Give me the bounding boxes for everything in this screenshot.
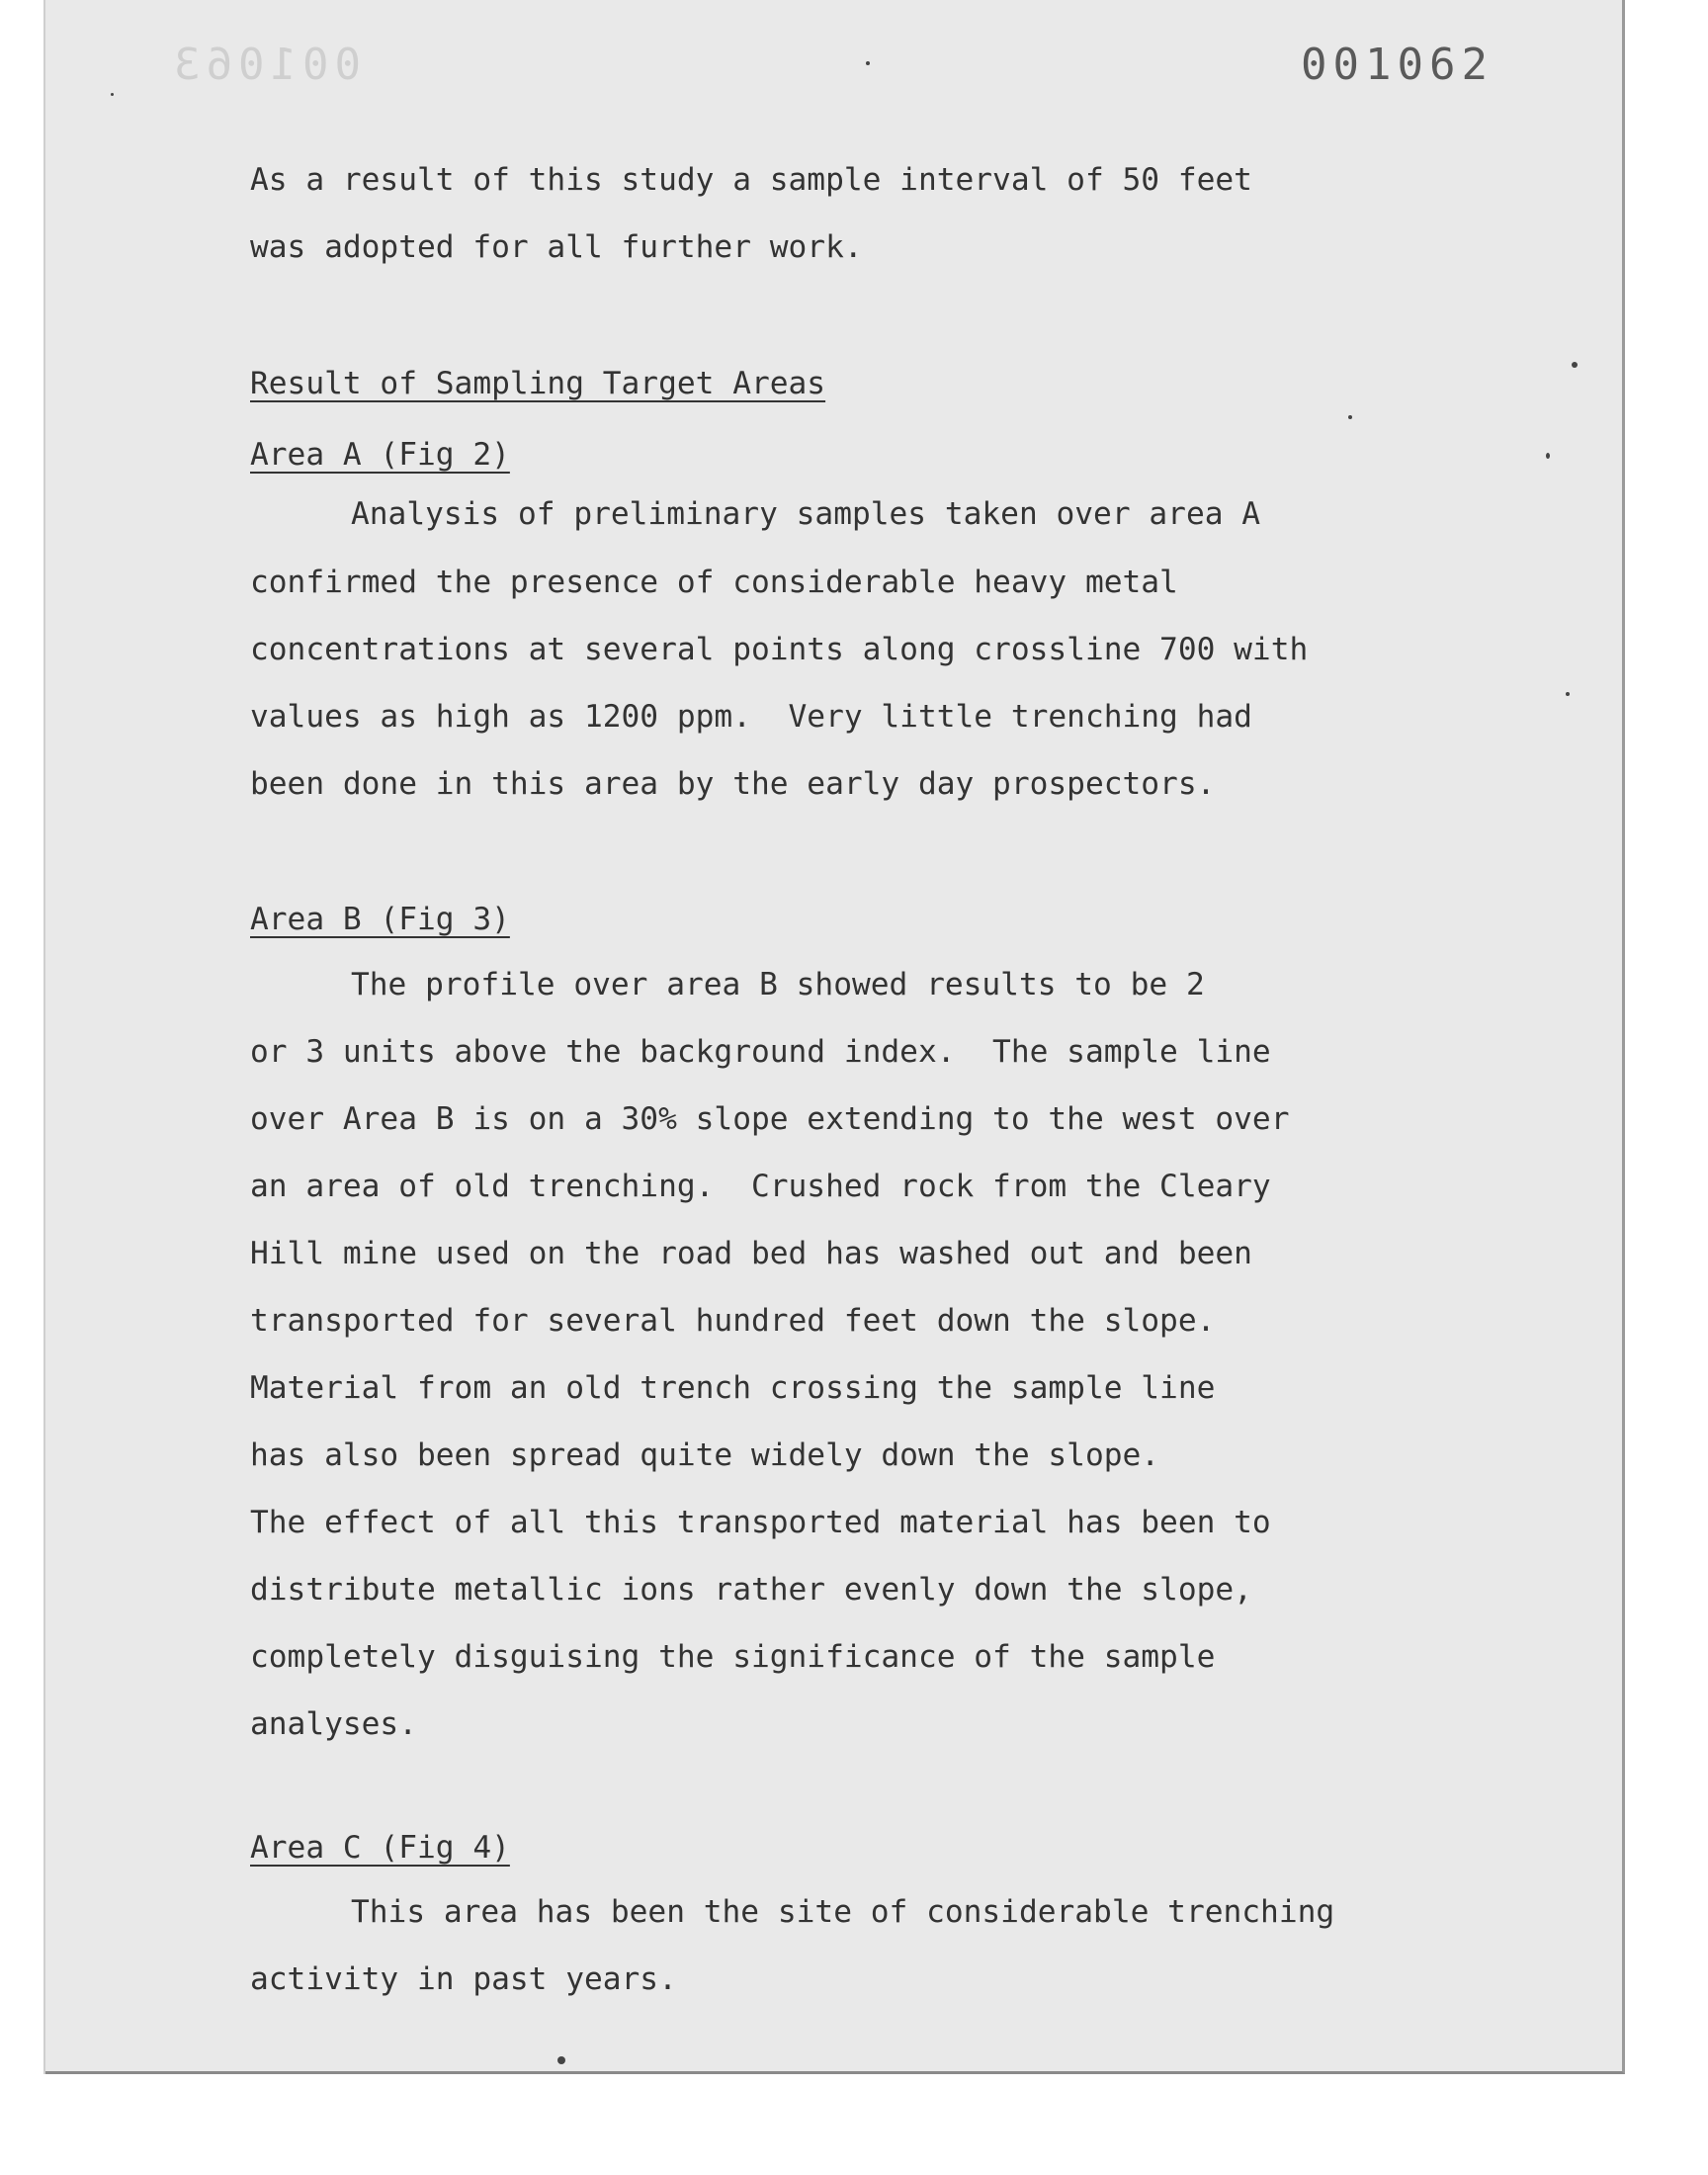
scan-speck [557, 2056, 565, 2064]
area-b-line: or 3 units above the background index. The sample line [250, 1034, 1271, 1070]
area-b-line: Material from an old trench crossing the sample line [250, 1370, 1216, 1406]
scan-speck [1572, 362, 1578, 368]
area-b-line: The profile over area B showed results to be 2 [351, 967, 1205, 1002]
scan-speck [111, 93, 114, 96]
area-b-line: over Area B is on a 30% slope extending to the west over [250, 1101, 1290, 1137]
page-edge [43, 0, 45, 2074]
area-a-line: concentrations at several points along crossline 700 with [250, 632, 1309, 667]
intro-line: As a result of this study a sample interval of 50 feet [250, 162, 1252, 198]
area-a-line: values as high as 1200 ppm. Very little trenching had [250, 699, 1252, 735]
area-a-line: been done in this area by the early day prospectors. [250, 766, 1216, 802]
area-a-heading: Area A (Fig 2) [250, 437, 510, 473]
scan-speck [1566, 692, 1570, 696]
area-a-line: confirmed the presence of considerable heavy metal [250, 565, 1178, 600]
area-a-line: Analysis of preliminary samples taken over area A [351, 496, 1261, 532]
area-b-line: Hill mine used on the road bed has washed out and been [250, 1236, 1252, 1271]
area-b-line: an area of old trenching. Crushed rock from the Cleary [250, 1169, 1271, 1204]
area-b-line: distribute metallic ions rather evenly down the slope, [250, 1572, 1252, 1608]
bleed-through-page-number: 001063 [168, 40, 361, 90]
scan-speck [866, 61, 870, 65]
section-heading: Result of Sampling Target Areas [250, 366, 826, 401]
scan-speck [1546, 453, 1550, 459]
area-c-line: activity in past years. [250, 1961, 677, 1997]
area-b-line: analyses. [250, 1706, 417, 1742]
scan-speck [1348, 415, 1352, 419]
area-b-line: completely disguising the significance of the sample [250, 1639, 1216, 1675]
area-b-line: transported for several hundred feet down the slope. [250, 1303, 1216, 1339]
intro-line: was adopted for all further work. [250, 229, 863, 265]
area-c-heading: Area C (Fig 4) [250, 1830, 510, 1866]
area-b-line: The effect of all this transported material has been to [250, 1505, 1271, 1540]
area-b-heading: Area B (Fig 3) [250, 902, 510, 937]
area-b-line: has also been spread quite widely down the slope. [250, 1437, 1160, 1473]
area-c-line: This area has been the site of considerable trenching [351, 1894, 1335, 1930]
page-number: 001062 [1301, 40, 1494, 90]
